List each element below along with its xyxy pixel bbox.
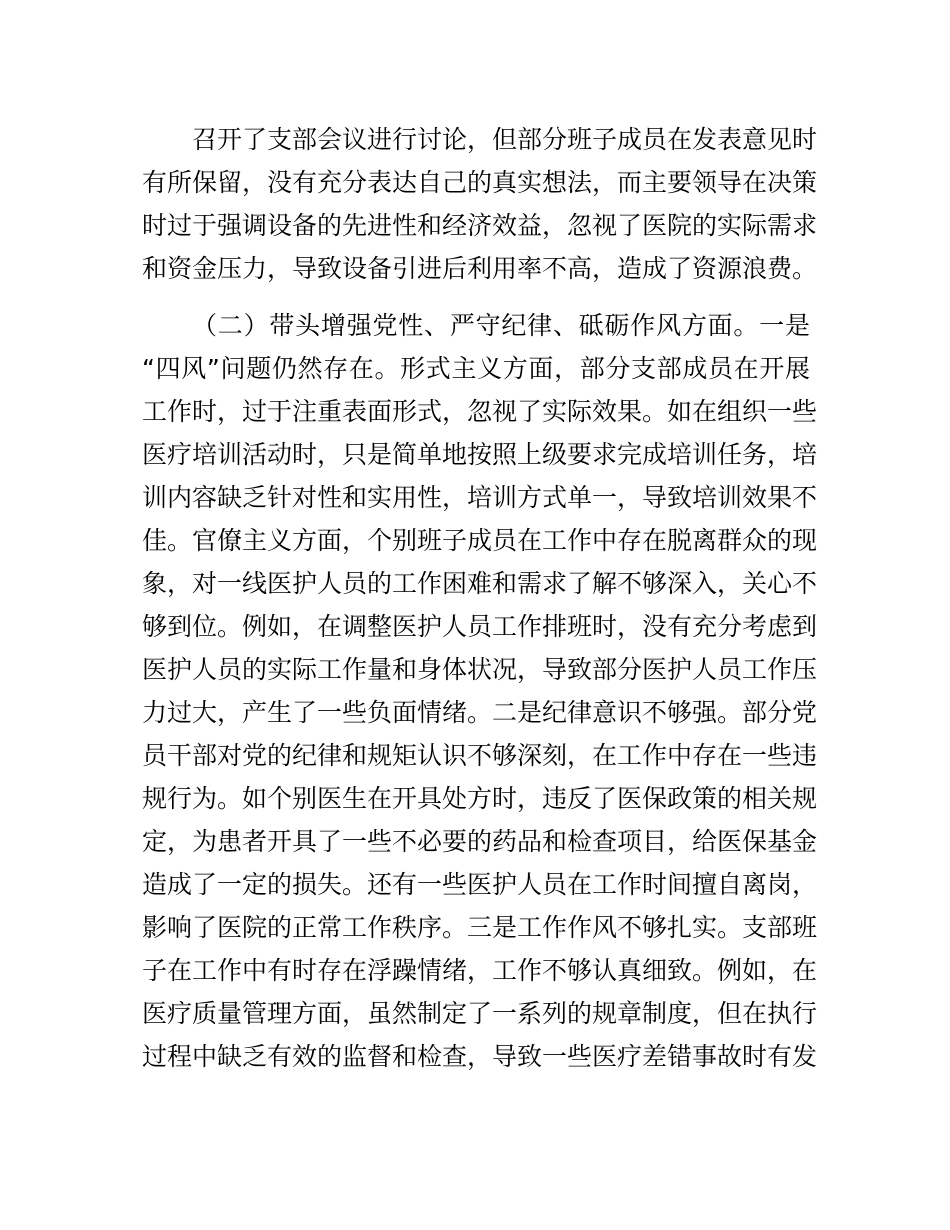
paragraph-spacer [142,290,810,304]
text-line: 定，为患者开具了一些不必要的药品和检查项目，给医保基金 [142,827,818,856]
text-line: （二）带头增强党性、严守纪律、砥砺作风方面。一是 [192,311,810,340]
text-line: 时过于强调设备的先进性和经济效益，忽视了医院的实际需求 [142,211,818,240]
text-line: 过程中缺乏有效的监督和检查，导致一些医疗差错事故时有发 [142,1042,818,1071]
text-line: 规行为。如个别医生在开具处方时，违反了医保政策的相关规 [142,784,818,813]
text-line: 佳。官僚主义方面，个别班子成员在工作中存在脱离群众的现 [142,526,818,555]
text-line: 医护人员的实际工作量和身体状况，导致部分医护人员工作压 [142,655,818,684]
text-line: 员干部对党的纪律和规矩认识不够深刻，在工作中存在一些违 [142,741,818,770]
text-line: 有所保留，没有充分表达自己的真实想法，而主要领导在决策 [142,168,818,197]
text-line: 医疗培训活动时，只是简单地按照上级要求完成培训任务，培 [142,440,818,469]
paragraph-1 [142,118,818,290]
text-line: 训内容缺乏针对性和实用性，培训方式单一，导致培训效果不 [142,483,818,512]
text-line: 力过大，产生了一些负面情绪。二是纪律意识不够强。部分党 [142,698,818,727]
text-line: “四风”问题仍然存在。形式主义方面，部分支部成员在开展 [142,354,810,383]
text-line: 够到位。例如，在调整医护人员工作排班时，没有充分考虑到 [142,612,818,641]
text-line: 召开了支部会议进行讨论，但部分班子成员在发表意见时 [192,125,818,154]
paragraph-2 [142,304,818,1078]
text-line: 影响了医院的正常工作秩序。三是工作作风不够扎实。支部班 [142,913,818,942]
text-line: 工作时，过于注重表面形式，忽视了实际效果。如在组织一些 [142,397,818,426]
text-line: 医疗质量管理方面，虽然制定了一系列的规章制度，但在执行 [142,999,818,1028]
text-line: 子在工作中有时存在浮躁情绪，工作不够认真细致。例如，在 [142,956,818,985]
text-line: 造成了一定的损失。还有一些医护人员在工作时间擅自离岗， [142,870,818,899]
text-line: 象，对一线医护人员的工作困难和需求了解不够深入，关心不 [142,569,818,598]
text-line: 和资金压力，导致设备引进后利用率不高，造成了资源浪费。 [142,254,818,283]
document-body [142,118,818,1078]
